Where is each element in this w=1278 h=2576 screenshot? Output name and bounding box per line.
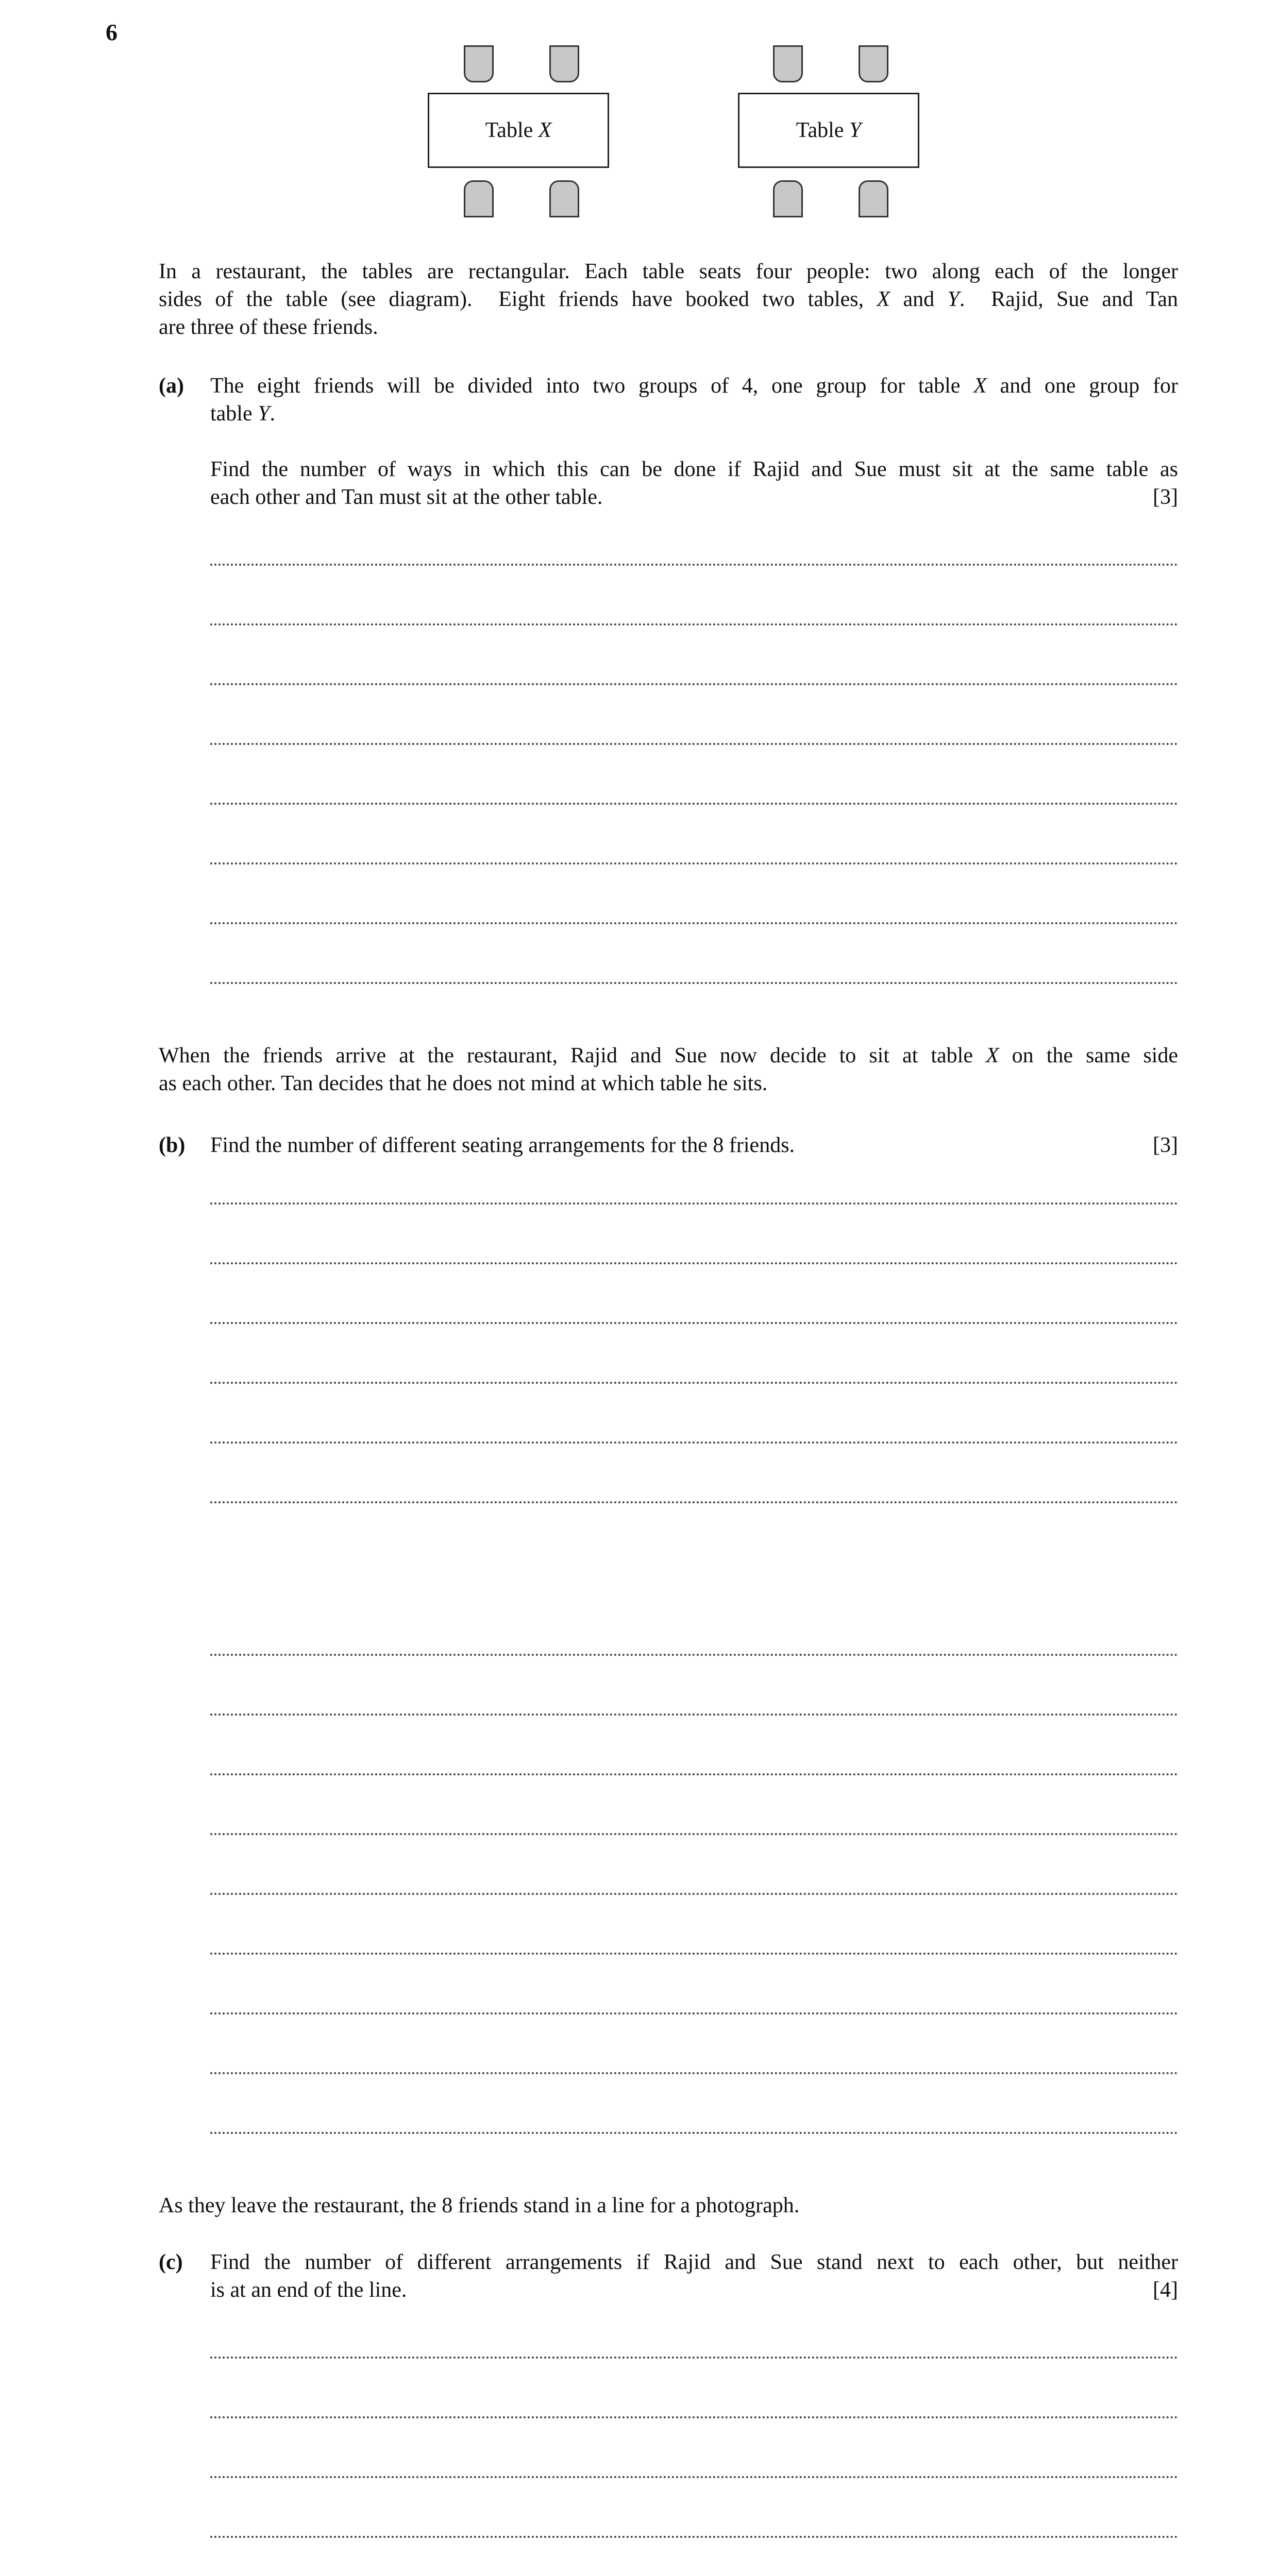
table-y	[738, 93, 919, 168]
part-a-text-1d: .	[270, 402, 275, 426]
part-a-text-1a: The eight friends will be divided into two groups of 4, one group for table	[210, 374, 974, 398]
part-a-var-y: Y	[258, 402, 270, 426]
part-b-text: Find the number of different seating arrangements for the 8 friends.	[210, 1133, 795, 1157]
part-c-text-2: is at an end of the line.	[210, 2278, 407, 2302]
part-a-text-2b: each other and Tan must sit at the other table.	[210, 485, 603, 509]
context-b-text-1b: on the same side	[999, 1044, 1178, 1067]
answer-line[interactable]	[210, 2072, 1178, 2074]
part-a-question	[210, 455, 1178, 511]
part-a-label: (a)	[159, 374, 184, 398]
chair-icon	[464, 180, 494, 217]
part-a-text	[210, 372, 1178, 428]
chair-icon	[773, 180, 803, 217]
answer-line[interactable]	[210, 803, 1178, 805]
intro-line-2c: . Rajid, Sue and Tan	[959, 287, 1178, 311]
answer-line[interactable]	[210, 1893, 1178, 1895]
context-b-text-1a: When the friends arrive at the restaurant, Rajid and Sue now decide to sit at table	[159, 1044, 986, 1067]
intro-paragraph	[159, 258, 1178, 341]
chair-icon	[549, 45, 579, 82]
intro-var-y: Y	[947, 287, 960, 311]
part-c-label: (c)	[159, 2250, 183, 2274]
chair-icon	[464, 45, 494, 82]
table-y-var: Y	[849, 118, 862, 142]
answer-line[interactable]	[210, 922, 1178, 924]
page-number: 6	[106, 19, 117, 45]
intro-line-2b: and	[890, 287, 948, 311]
answer-line[interactable]	[210, 1202, 1178, 1205]
answer-line[interactable]	[210, 1322, 1178, 1324]
answer-line[interactable]	[210, 2357, 1178, 2359]
answer-line[interactable]	[210, 683, 1178, 685]
table-x-var: X	[538, 118, 552, 142]
part-a-var-x: X	[973, 374, 987, 398]
answer-line[interactable]	[210, 2536, 1178, 2538]
answer-line[interactable]	[210, 1833, 1178, 1835]
answer-line[interactable]	[210, 564, 1178, 566]
answer-line[interactable]	[210, 1262, 1178, 1264]
answer-line[interactable]	[210, 1714, 1178, 1716]
answer-line[interactable]	[210, 2132, 1178, 2134]
part-c-text	[210, 2248, 1178, 2304]
answer-line[interactable]	[210, 982, 1178, 984]
answer-line[interactable]	[210, 1953, 1178, 1955]
chair-icon	[773, 45, 803, 82]
table-x-prefix: Table	[485, 118, 539, 142]
context-b-text-2: as each other. Tan decides that he does not mind at which table he sits.	[159, 1072, 768, 1095]
answer-line[interactable]	[210, 1501, 1178, 1503]
context-paragraph-c	[159, 2192, 1178, 2219]
part-a-marks: [3]	[1153, 485, 1178, 509]
intro-line-2a: sides of the table (see diagram). Eight friends have booked two tables,	[159, 287, 877, 311]
part-a-text-1c: table	[210, 402, 258, 426]
answer-line[interactable]	[210, 2416, 1178, 2418]
context-b-var-x: X	[986, 1044, 999, 1067]
answer-line[interactable]	[210, 1382, 1178, 1384]
chair-icon	[549, 180, 579, 217]
table-y-prefix: Table	[796, 118, 849, 142]
answer-line[interactable]	[210, 623, 1178, 625]
intro-line-3: are three of these friends.	[159, 315, 378, 339]
answer-line[interactable]	[210, 743, 1178, 745]
part-c-text-1: Find the number of different arrangements if Rajid and Sue stand next to each other, but neither	[210, 2250, 1178, 2274]
part-b-marks: [3]	[1153, 1133, 1178, 1157]
part-b-label: (b)	[159, 1133, 186, 1157]
answer-line[interactable]	[210, 1773, 1178, 1775]
answer-line[interactable]	[210, 2476, 1178, 2478]
answer-line[interactable]	[210, 1654, 1178, 1656]
answer-line[interactable]	[210, 2012, 1178, 2014]
part-a-text-2a: Find the number of ways in which this can be done if Rajid and Sue must sit at the same table as	[210, 457, 1178, 481]
intro-line-1: In a restaurant, the tables are rectangular. Each table seats four people: two along each of the longer	[159, 260, 1178, 283]
part-c-marks: [4]	[1153, 2278, 1178, 2302]
chair-icon	[859, 180, 888, 217]
chair-icon	[859, 45, 888, 82]
intro-var-x: X	[877, 287, 890, 311]
answer-line[interactable]	[210, 1442, 1178, 1444]
answer-line[interactable]	[210, 862, 1178, 865]
table-x	[428, 93, 609, 168]
context-c-text: As they leave the restaurant, the 8 friends stand in a line for a photograph.	[159, 2194, 800, 2217]
context-paragraph-b	[159, 1042, 1178, 1097]
part-a-text-1b: and one group for	[986, 374, 1178, 398]
